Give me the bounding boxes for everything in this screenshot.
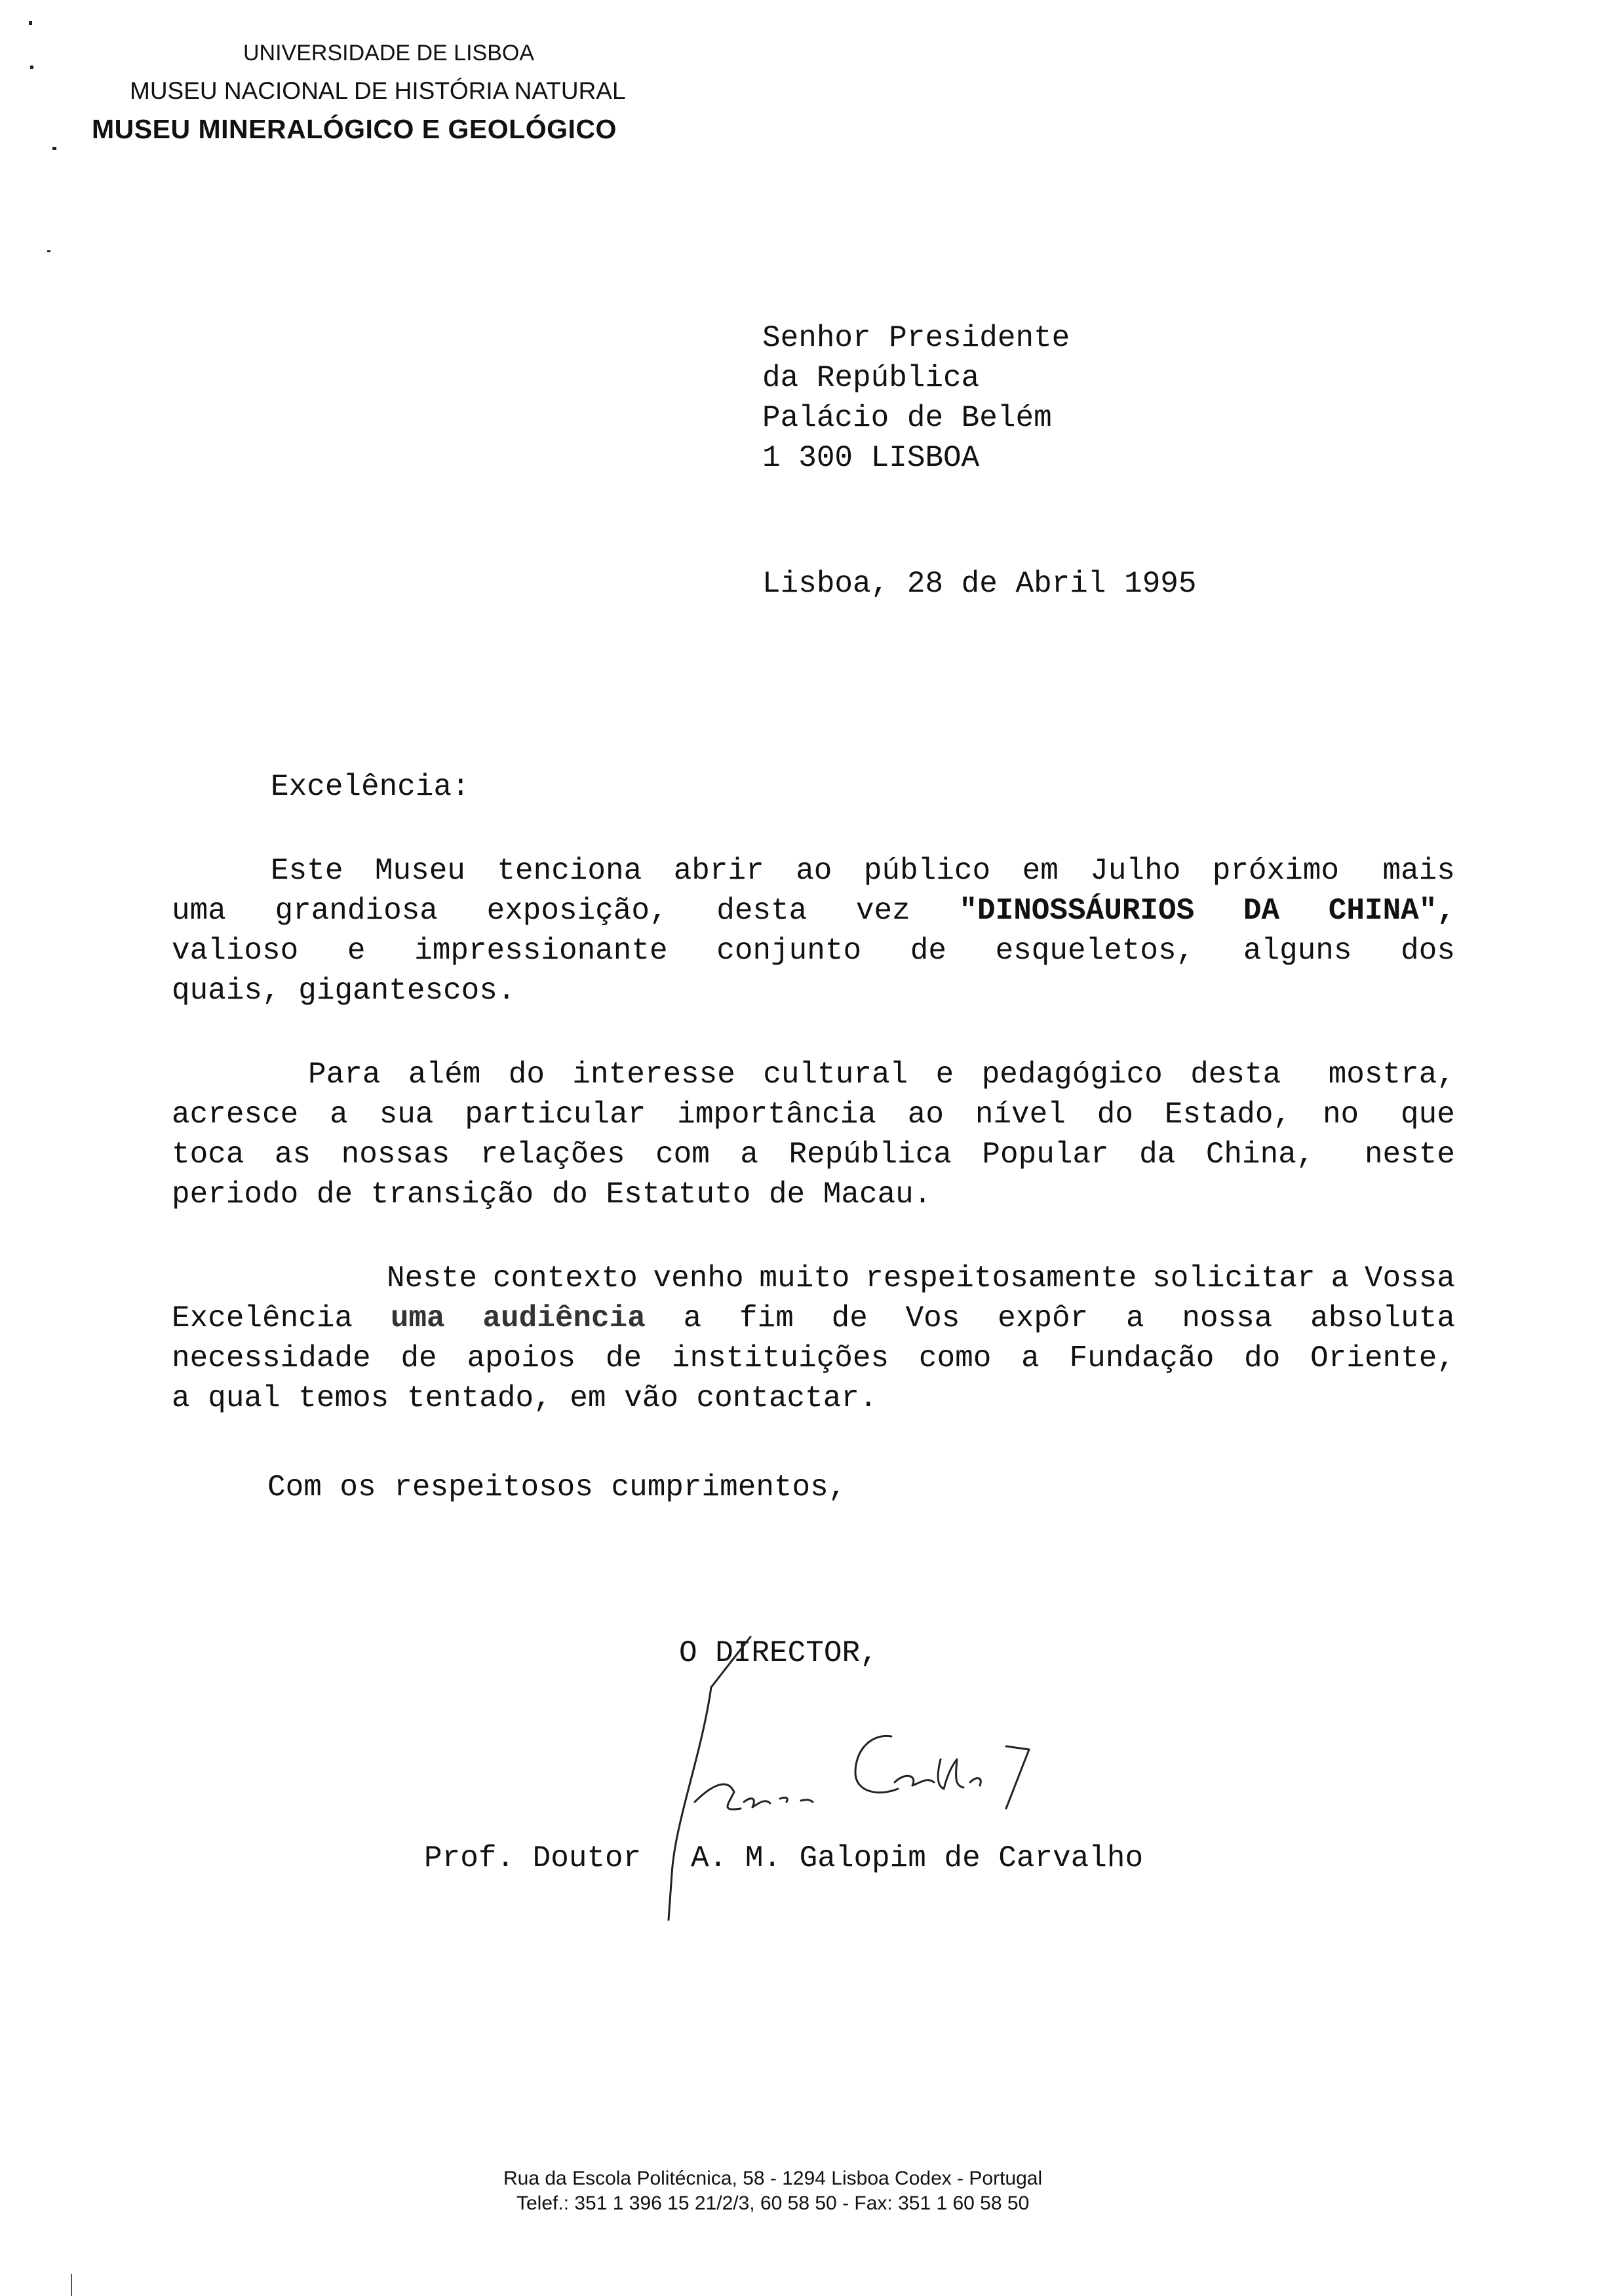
word: valioso [172, 934, 299, 968]
handwritten-signature [629, 1625, 1101, 1940]
paragraph-line: a qual temos tentado, em vão contactar. [172, 1381, 878, 1415]
word: exposição, [486, 894, 668, 928]
word: expôr [998, 1301, 1089, 1335]
word: acresce [172, 1098, 299, 1132]
salutation: Excelência: [271, 770, 470, 804]
word: solicitar [1152, 1261, 1315, 1295]
word: pedagógico [981, 1058, 1163, 1092]
word: muito [759, 1261, 850, 1295]
paragraph-line [172, 894, 1455, 928]
emphasis-word: DA [1243, 894, 1280, 928]
word: Julho [1090, 854, 1181, 888]
scan-speck [52, 147, 56, 150]
word: Este [271, 854, 343, 888]
word: no [1322, 1098, 1359, 1132]
paragraph-line [172, 1341, 1455, 1375]
word: Neste [387, 1261, 478, 1295]
word: do [508, 1058, 545, 1092]
paragraph-line [172, 934, 1455, 968]
word: conjunto [716, 934, 862, 968]
recipient-line: Palácio de Belém [762, 401, 1052, 435]
word: em [1022, 854, 1059, 888]
emphasis-word: audiência [482, 1301, 646, 1335]
word: de [831, 1301, 868, 1335]
word: abrir [673, 854, 764, 888]
word: grandiosa [275, 894, 438, 928]
signer-name: A. M. Galopim de Carvalho [691, 1841, 1144, 1875]
word: além [408, 1058, 481, 1092]
scan-edge-mark [71, 2274, 72, 2296]
emphasis-word: uma [390, 1301, 445, 1335]
recipient-line: Senhor Presidente [762, 321, 1070, 355]
word: a [330, 1098, 348, 1132]
word: do [1097, 1098, 1133, 1132]
word: público [863, 854, 991, 888]
word: absoluta [1310, 1301, 1455, 1335]
word: impressionante [414, 934, 668, 968]
word: a [1331, 1261, 1350, 1295]
word: apoios [467, 1341, 576, 1375]
paragraph-line [308, 1058, 1455, 1092]
word: neste [1364, 1138, 1455, 1172]
word: com [655, 1138, 710, 1172]
word: alguns [1243, 934, 1352, 968]
word: a [1021, 1341, 1040, 1375]
word: ao [796, 854, 832, 888]
closing: Com os respeitosos cumprimentos, [267, 1470, 847, 1504]
word: venho [653, 1261, 744, 1295]
word: nível [975, 1098, 1066, 1132]
letterhead-museum: MUSEU NACIONAL DE HISTÓRIA NATURAL [130, 77, 626, 104]
word: sua [379, 1098, 434, 1132]
paragraph-line [172, 1138, 1455, 1172]
word: uma [172, 894, 226, 928]
word: de [400, 1341, 437, 1375]
recipient-line: 1 300 LISBOA [762, 441, 980, 475]
word: relações [480, 1138, 625, 1172]
word: e [935, 1058, 954, 1092]
recipient-line: da República [762, 361, 980, 395]
word: ao [907, 1098, 944, 1132]
word: necessidade [172, 1341, 371, 1375]
word: nossas [341, 1138, 450, 1172]
word: mostra, [1328, 1058, 1455, 1092]
word: China, [1205, 1138, 1315, 1172]
footer-address: Rua da Escola Politécnica, 58 - 1294 Lisboa Codex - Portugal [503, 2168, 1043, 2189]
word: próximo [1212, 854, 1340, 888]
scan-speck [47, 250, 50, 252]
word: fim [739, 1301, 794, 1335]
word: que [1401, 1098, 1455, 1132]
word: particular [465, 1098, 646, 1132]
paragraph-line [172, 1301, 1455, 1335]
word: importância [677, 1098, 876, 1132]
word: a [1125, 1301, 1144, 1335]
word: como [918, 1341, 992, 1375]
word: de [605, 1341, 642, 1375]
letterhead-department: MUSEU MINERALÓGICO E GEOLÓGICO [92, 114, 617, 144]
word: a [683, 1301, 702, 1335]
paragraph-line [172, 1098, 1455, 1132]
word: e [347, 934, 366, 968]
word: interesse [572, 1058, 735, 1092]
word: vez [855, 894, 910, 928]
paragraph-line [387, 1261, 1455, 1295]
word: Popular [982, 1138, 1109, 1172]
word: cultural [763, 1058, 908, 1092]
emphasis-word: CHINA", [1328, 894, 1455, 928]
paragraph-line: quais, gigantescos. [172, 974, 516, 1008]
word: mais [1382, 854, 1455, 888]
letter-date: Lisboa, 28 de Abril 1995 [762, 567, 1197, 601]
word: nossa [1182, 1301, 1273, 1335]
signer-prefix: Prof. Doutor [424, 1841, 642, 1875]
word: Oriente, [1310, 1341, 1455, 1375]
scan-speck [29, 21, 32, 25]
word: desta [1190, 1058, 1281, 1092]
word: toca [172, 1138, 244, 1172]
letterhead-university: UNIVERSIDADE DE LISBOA [243, 41, 535, 66]
word: dos [1401, 934, 1455, 968]
word: tenciona [497, 854, 642, 888]
word: Excelência [172, 1301, 353, 1335]
word: esqueletos, [995, 934, 1195, 968]
word: Para [308, 1058, 381, 1092]
word: respeitosamente [865, 1261, 1137, 1295]
paragraph-line: periodo de transição do Estatuto de Macau. [172, 1177, 932, 1212]
word: desta [716, 894, 808, 928]
word: República [788, 1138, 952, 1172]
word: da [1139, 1138, 1176, 1172]
word: a [740, 1138, 758, 1172]
word: contexto [492, 1261, 638, 1295]
scan-speck [30, 66, 33, 69]
word: Vos [905, 1301, 960, 1335]
word: do [1244, 1341, 1281, 1375]
emphasis-word: "DINOSSÁURIOS [959, 894, 1195, 928]
word: Estado, [1164, 1098, 1292, 1132]
word: Museu [374, 854, 465, 888]
word: de [910, 934, 946, 968]
footer-phones: Telef.: 351 1 396 15 21/2/3, 60 58 50 - Fax: 351 1 60 58 50 [516, 2192, 1030, 2214]
director-title: O DIRECTOR, [679, 1636, 878, 1670]
paragraph-line [271, 854, 1455, 888]
word: Vossa [1364, 1261, 1455, 1295]
word: Fundação [1069, 1341, 1215, 1375]
word: as [274, 1138, 311, 1172]
word: instituições [671, 1341, 889, 1375]
